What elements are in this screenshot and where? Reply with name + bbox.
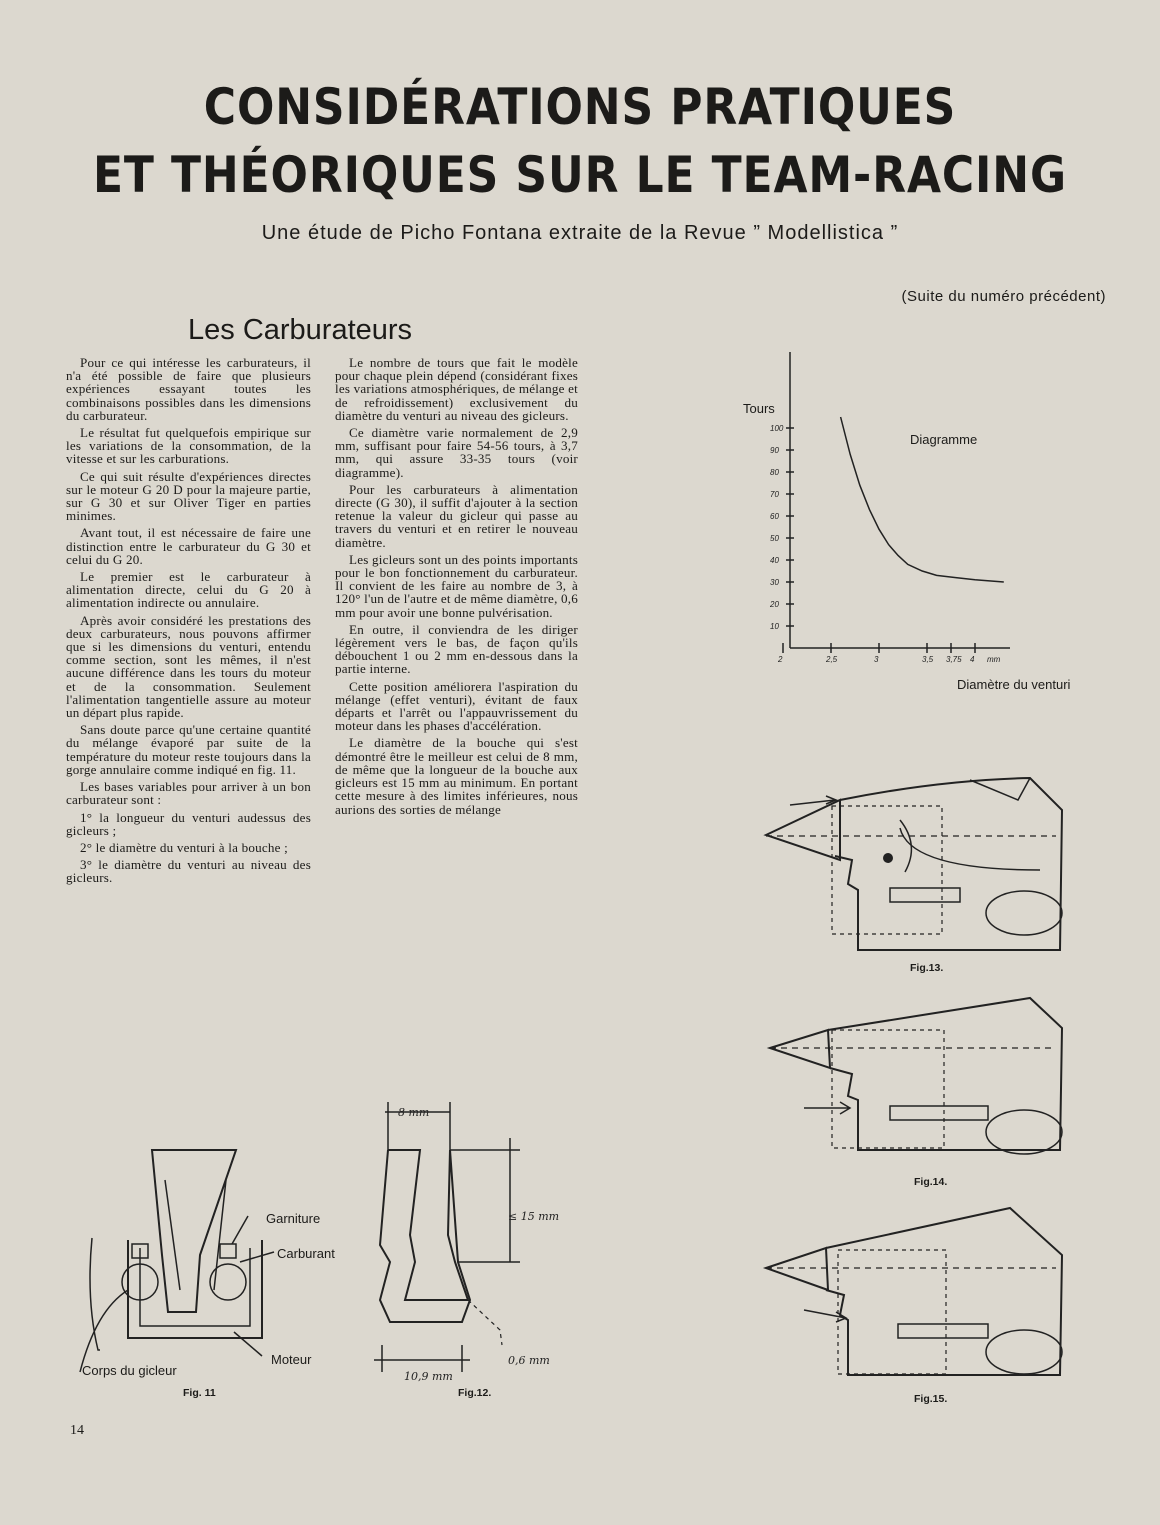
fig11-label-carburant: Carburant <box>277 1246 335 1261</box>
chart-x-label: Diamètre du venturi <box>957 677 1071 692</box>
paragraph: 3° le diamètre du venturi au niveau des gicleurs. <box>66 857 311 886</box>
fig11-label-moteur: Moteur <box>271 1352 312 1367</box>
paragraph: 1° la longueur du venturi audessus des gicleurs ; <box>66 809 311 838</box>
paragraph: Le résultat fut quelquefois empirique sur les variations de la consommation, de la vitesse et sur les carburations. <box>66 425 311 467</box>
paragraph: Cette position améliorera l'aspiration du mélange (effet venturi), évitant de faux départs et l'arrêt ou l'appauvrissement du moteur dans les phases d'accélération. <box>335 678 578 734</box>
paragraph: Avant tout, il est nécessaire de faire une distinction entre le carburateur du G 30 et celui du G 20. <box>66 525 311 567</box>
paragraph: Le nombre de tours que fait le modèle pour chaque plein dépend (considérant fixes les variations atmosphériques, de mélange et de refroidissement) exclusivement du diamètre du venturi au niveau des gicleurs. <box>335 355 578 423</box>
paragraph: Ce qui suit résulte d'expériences directes sur le moteur G 20 D pour la majeure partie, sur G 30 et sur Oliver Tiger en parties minimes. <box>66 468 311 524</box>
chart-y-tick-label: 10 <box>770 622 779 631</box>
fig12-dim-8: 8 mm <box>398 1106 430 1119</box>
fig12-dim-15: ≤ 15 mm <box>508 1210 560 1223</box>
fig11-label-garniture: Garniture <box>266 1211 321 1226</box>
title-line-1: CONSIDÉRATIONS PRATIQUES <box>203 78 957 136</box>
paragraph: Ce diamètre varie normalement de 2,9 mm, suffisant pour faire 54-56 tours, à 3,7 mm, qui assure 33-35 tours (voir diagramme). <box>335 425 578 480</box>
paragraph: Pour les carburateurs à alimentation directe (G 30), il suffit d'ajouter à la section retenue la valeur du gicleur qui passe au travers du venturi et en retirer le nouveau diamètre. <box>335 481 578 550</box>
chart-y-tick-label: 90 <box>770 446 779 455</box>
chart-y-tick-label: 20 <box>770 600 779 609</box>
paragraph: Pour ce qui intéresse les carburateurs, il n'a été possible de faire que plusieurs expériences essayant toutes les combinaisons possibles dans les dimensions du carburateur. <box>66 355 311 423</box>
chart-y-tick-label: 70 <box>770 490 779 499</box>
paragraph: Après avoir considéré les prestations des deux carburateurs, nous pouvons affirmer que si les dimensions du venturi, entendu comme section, sont les mêmes, il n'est aucune différence dans les tours du moteur et de la consommation. Seulement l'alimentation tangentielle assure au moteur un départ plus rapide. <box>66 612 311 721</box>
chart-x-tick-label: 4 <box>970 655 975 664</box>
chart-x-tick-label: 3,5 <box>922 655 934 664</box>
paragraph: En outre, il conviendra de les diriger légèrement vers le bas, de façon qu'ils débouchent 1 ou 2 mm en-dessous dans la partie interne. <box>335 621 578 677</box>
chart-x-tick-label: 2 <box>778 655 783 664</box>
fig12-dim-109: 10,9 mm <box>404 1370 453 1383</box>
chart-x-tick-label: 3,75 <box>946 655 962 664</box>
subtitle: Une étude de Picho Fontana extraite de la Revue ” Modellistica ” <box>261 222 899 244</box>
chart-y-tick-label: 50 <box>770 534 779 543</box>
fig13-caption: Fig.13. <box>910 962 944 974</box>
fig11-caption: Fig. 11 <box>183 1387 216 1399</box>
paragraph: Sans doute parce qu'une certaine quantité du mélange évaporé par suite de la température du moteur reste toujours dans la gorge annulaire comme indiqué en fig. 11. <box>66 722 311 777</box>
chart-y-tick-label: 40 <box>770 556 779 565</box>
fig11-label-corps: Corps du gicleur <box>82 1363 177 1378</box>
chart-y-label: Tours <box>743 401 775 416</box>
paragraph: Le premier est le carburateur à alimentation directe, celui du G 20 à alimentation indirecte ou annulaire. <box>66 569 311 611</box>
title-line-2: ET THÉORIQUES SUR LE TEAM-RACING <box>92 146 1068 204</box>
chart-y-tick-label: 80 <box>770 468 779 477</box>
paragraph: 2° le diamètre du venturi à la bouche ; <box>80 839 288 855</box>
fig12-caption: Fig.12. <box>458 1387 492 1399</box>
chart-y-tick-label: 60 <box>770 512 779 521</box>
paragraph: Les gicleurs sont un des points importants pour le bon fonctionnement du carburateur. Il convient de les faire au nombre de 3, à 120° l'un de l'autre et de même diamètre, 0,6 mm pour avoir une bonne pulvérisation. <box>335 551 578 620</box>
section-title: Les Carburateurs <box>188 314 413 346</box>
fig15-caption: Fig.15. <box>914 1393 948 1405</box>
fig12-dim-06: 0,6 mm <box>508 1354 550 1367</box>
continuation-note: (Suite du numéro précédent) <box>901 288 1106 305</box>
fig14-caption: Fig.14. <box>914 1176 948 1188</box>
chart-x-unit: mm <box>987 655 1001 664</box>
paragraph: Le diamètre de la bouche qui s'est démontré être le meilleur est celui de 8 mm, de même que la longueur de la bouche aux gicleurs est 15 mm au minimum. En portant cette mesure à des limites inférieures, nous aurions des sorties de mélange <box>335 735 578 817</box>
paragraph: Les bases variables pour arriver à un bon carburateur sont : <box>66 779 311 808</box>
chart-x-tick-label: 3 <box>874 655 879 664</box>
chart-title: Diagramme <box>910 432 978 447</box>
chart-y-tick-label: 100 <box>770 424 784 433</box>
page-number: 14 <box>70 1423 84 1438</box>
chart-x-tick-label: 2,5 <box>826 655 838 664</box>
chart-y-tick-label: 30 <box>770 578 779 587</box>
